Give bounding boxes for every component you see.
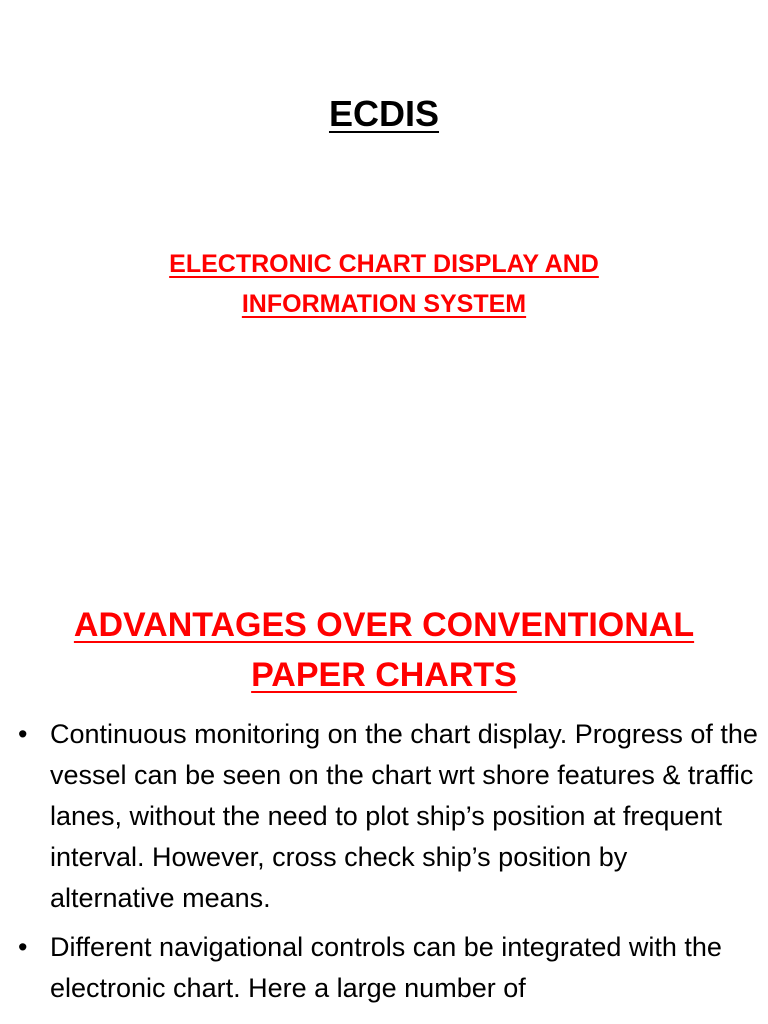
bullet-list <box>18 714 758 1017</box>
bullet-text: Different navigational controls can be integrated with the electronic chart. Here a large number of <box>50 932 722 1003</box>
subtitle-line-1: ELECTRONIC CHART DISPLAY AND <box>169 250 599 278</box>
bullet-text: Continuous monitoring on the chart display. Progress of the vessel can be seen on the chart wrt shore features & traffic lanes, without the need to plot ship’s position at frequent interval. However, cross check ship’s position by alternative means. <box>50 719 758 913</box>
section-heading-line-1: ADVANTAGES OVER CONVENTIONAL <box>73 606 695 644</box>
bullet-icon: • <box>18 719 28 749</box>
bullet-item <box>18 714 758 919</box>
bullet-item <box>18 927 758 1009</box>
bullet-icon: • <box>18 932 28 962</box>
slide-title: ECDIS <box>328 93 440 134</box>
slide-subtitle <box>0 244 768 324</box>
section-heading-line-2: PAPER CHARTS <box>251 656 517 694</box>
section-heading <box>0 600 768 700</box>
subtitle-line-2: INFORMATION SYSTEM <box>241 290 527 318</box>
